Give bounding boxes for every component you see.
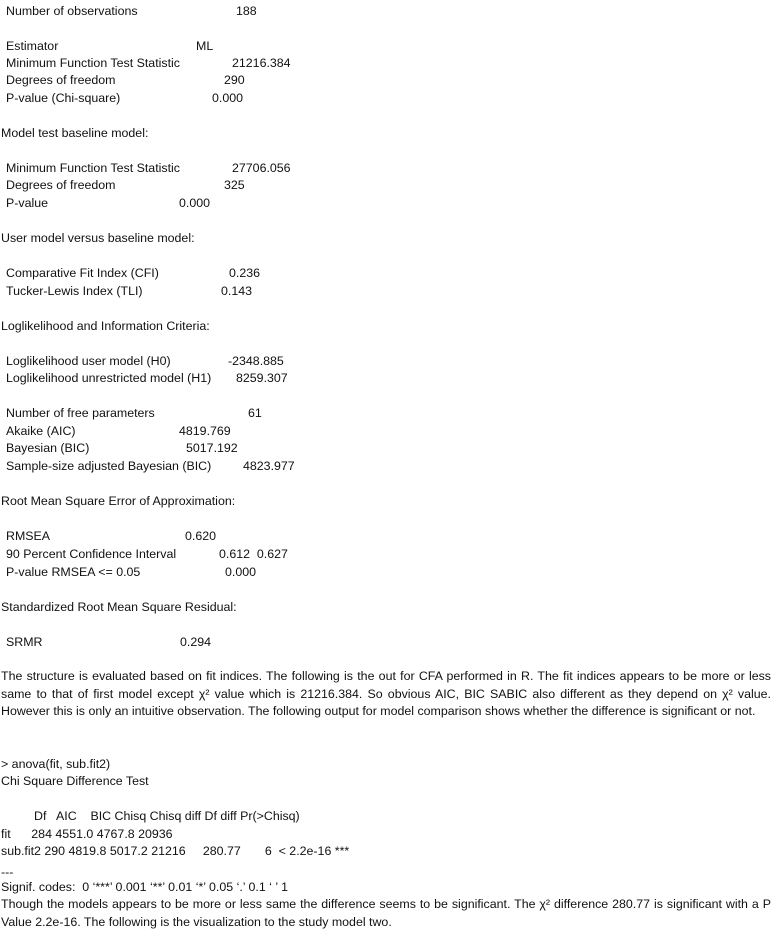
anova-row-subfit2: sub.fit2 290 4819.8 5017.2 21216 280.77 6 < 2.2e-16 *** <box>1 844 350 858</box>
tli-value: 0.143 <box>221 284 253 298</box>
baseline-min-fn-stat-value: 27706.056 <box>232 161 291 175</box>
loglik-heading: Loglikelihood and Information Criteria: <box>1 319 210 333</box>
srmr-value: 0.294 <box>180 635 212 649</box>
rmsea-pvalue-label: P-value RMSEA <= 0.05 <box>6 565 141 579</box>
baseline-df-value: 325 <box>224 178 245 192</box>
user-vs-baseline-heading: User model versus baseline model: <box>1 231 195 245</box>
srmr-label: SRMR <box>6 635 43 649</box>
paragraph-fit-indices: The structure is evaluated based on fit indices. The following is the out for CFA performed in R. The fit indices appears to be more or less same to that of first model except χ² value which is 21216.384. So obvious AIC, BIC SABIC also different as they depend on χ² value. However this is only an intuitive observation. The following output for model comparison shows whether the difference is significant or not. <box>1 669 771 718</box>
baseline-pvalue-value: 0.000 <box>179 196 211 210</box>
pvalue-chisq-value: 0.000 <box>212 91 244 105</box>
estimator-value: ML <box>196 39 214 53</box>
baseline-pvalue-label: P-value <box>6 196 49 210</box>
aic-label: Akaike (AIC) <box>6 424 76 438</box>
sabic-label: Sample-size adjusted Bayesian (BIC) <box>6 459 212 473</box>
anova-separator: --- <box>1 865 14 879</box>
anova-row-fit: fit 284 4551.0 4767.8 20936 <box>1 827 173 841</box>
min-fn-stat-value: 21216.384 <box>232 56 291 70</box>
anova-title: Chi Square Difference Test <box>1 774 149 788</box>
paragraph-conclusion: Though the models appears to be more or less same the difference seems to be significant. The χ² difference 280.77 is significant with a P Value 2.2e-16. The following is the visualization to the study model two. <box>1 897 771 929</box>
rmsea-label: RMSEA <box>6 529 51 543</box>
baseline-heading: Model test baseline model: <box>1 126 149 140</box>
baseline-min-fn-stat-label: Minimum Function Test Statistic <box>6 161 180 175</box>
observations-label: Number of observations <box>6 4 138 18</box>
srmr-heading: Standardized Root Mean Square Residual: <box>1 600 237 614</box>
bic-label: Bayesian (BIC) <box>6 441 90 455</box>
free-params-label: Number of free parameters <box>6 406 155 420</box>
estimator-label: Estimator <box>6 39 59 53</box>
cfi-label: Comparative Fit Index (CFI) <box>6 266 159 280</box>
df-label: Degrees of freedom <box>6 73 116 87</box>
sabic-value: 4823.977 <box>243 459 295 473</box>
free-params-value: 61 <box>248 406 262 420</box>
rmsea-ci-label: 90 Percent Confidence Interval <box>6 547 177 561</box>
anova-header: Df AIC BIC Chisq Chisq diff Df diff Pr(>Chisq) <box>34 809 300 823</box>
pvalue-chisq-label: P-value (Chi-square) <box>6 91 121 105</box>
loglik-h1-label: Loglikelihood unrestricted model (H1) <box>6 371 212 385</box>
rmsea-heading: Root Mean Square Error of Approximation: <box>1 494 236 508</box>
df-value: 290 <box>224 73 245 87</box>
aic-value: 4819.769 <box>179 424 231 438</box>
rmsea-value: 0.620 <box>185 529 217 543</box>
rmsea-pvalue-value: 0.000 <box>225 565 257 579</box>
loglik-h0-value: -2348.885 <box>228 354 284 368</box>
loglik-h0-label: Loglikelihood user model (H0) <box>6 354 171 368</box>
tli-label: Tucker-Lewis Index (TLI) <box>6 284 143 298</box>
anova-signif-codes: Signif. codes: 0 ‘***’ 0.001 ‘**’ 0.01 ‘*’ 0.05 ‘.’ 0.1 ‘ ’ 1 <box>1 880 288 894</box>
observations-value: 188 <box>236 4 257 18</box>
bic-value: 5017.192 <box>186 441 238 455</box>
cfi-value: 0.236 <box>229 266 261 280</box>
anova-command: > anova(fit, sub.fit2) <box>1 757 111 771</box>
loglik-h1-value: 8259.307 <box>236 371 288 385</box>
min-fn-stat-label: Minimum Function Test Statistic <box>6 56 180 70</box>
rmsea-ci-value: 0.612 0.627 <box>219 547 288 561</box>
baseline-df-label: Degrees of freedom <box>6 178 116 192</box>
